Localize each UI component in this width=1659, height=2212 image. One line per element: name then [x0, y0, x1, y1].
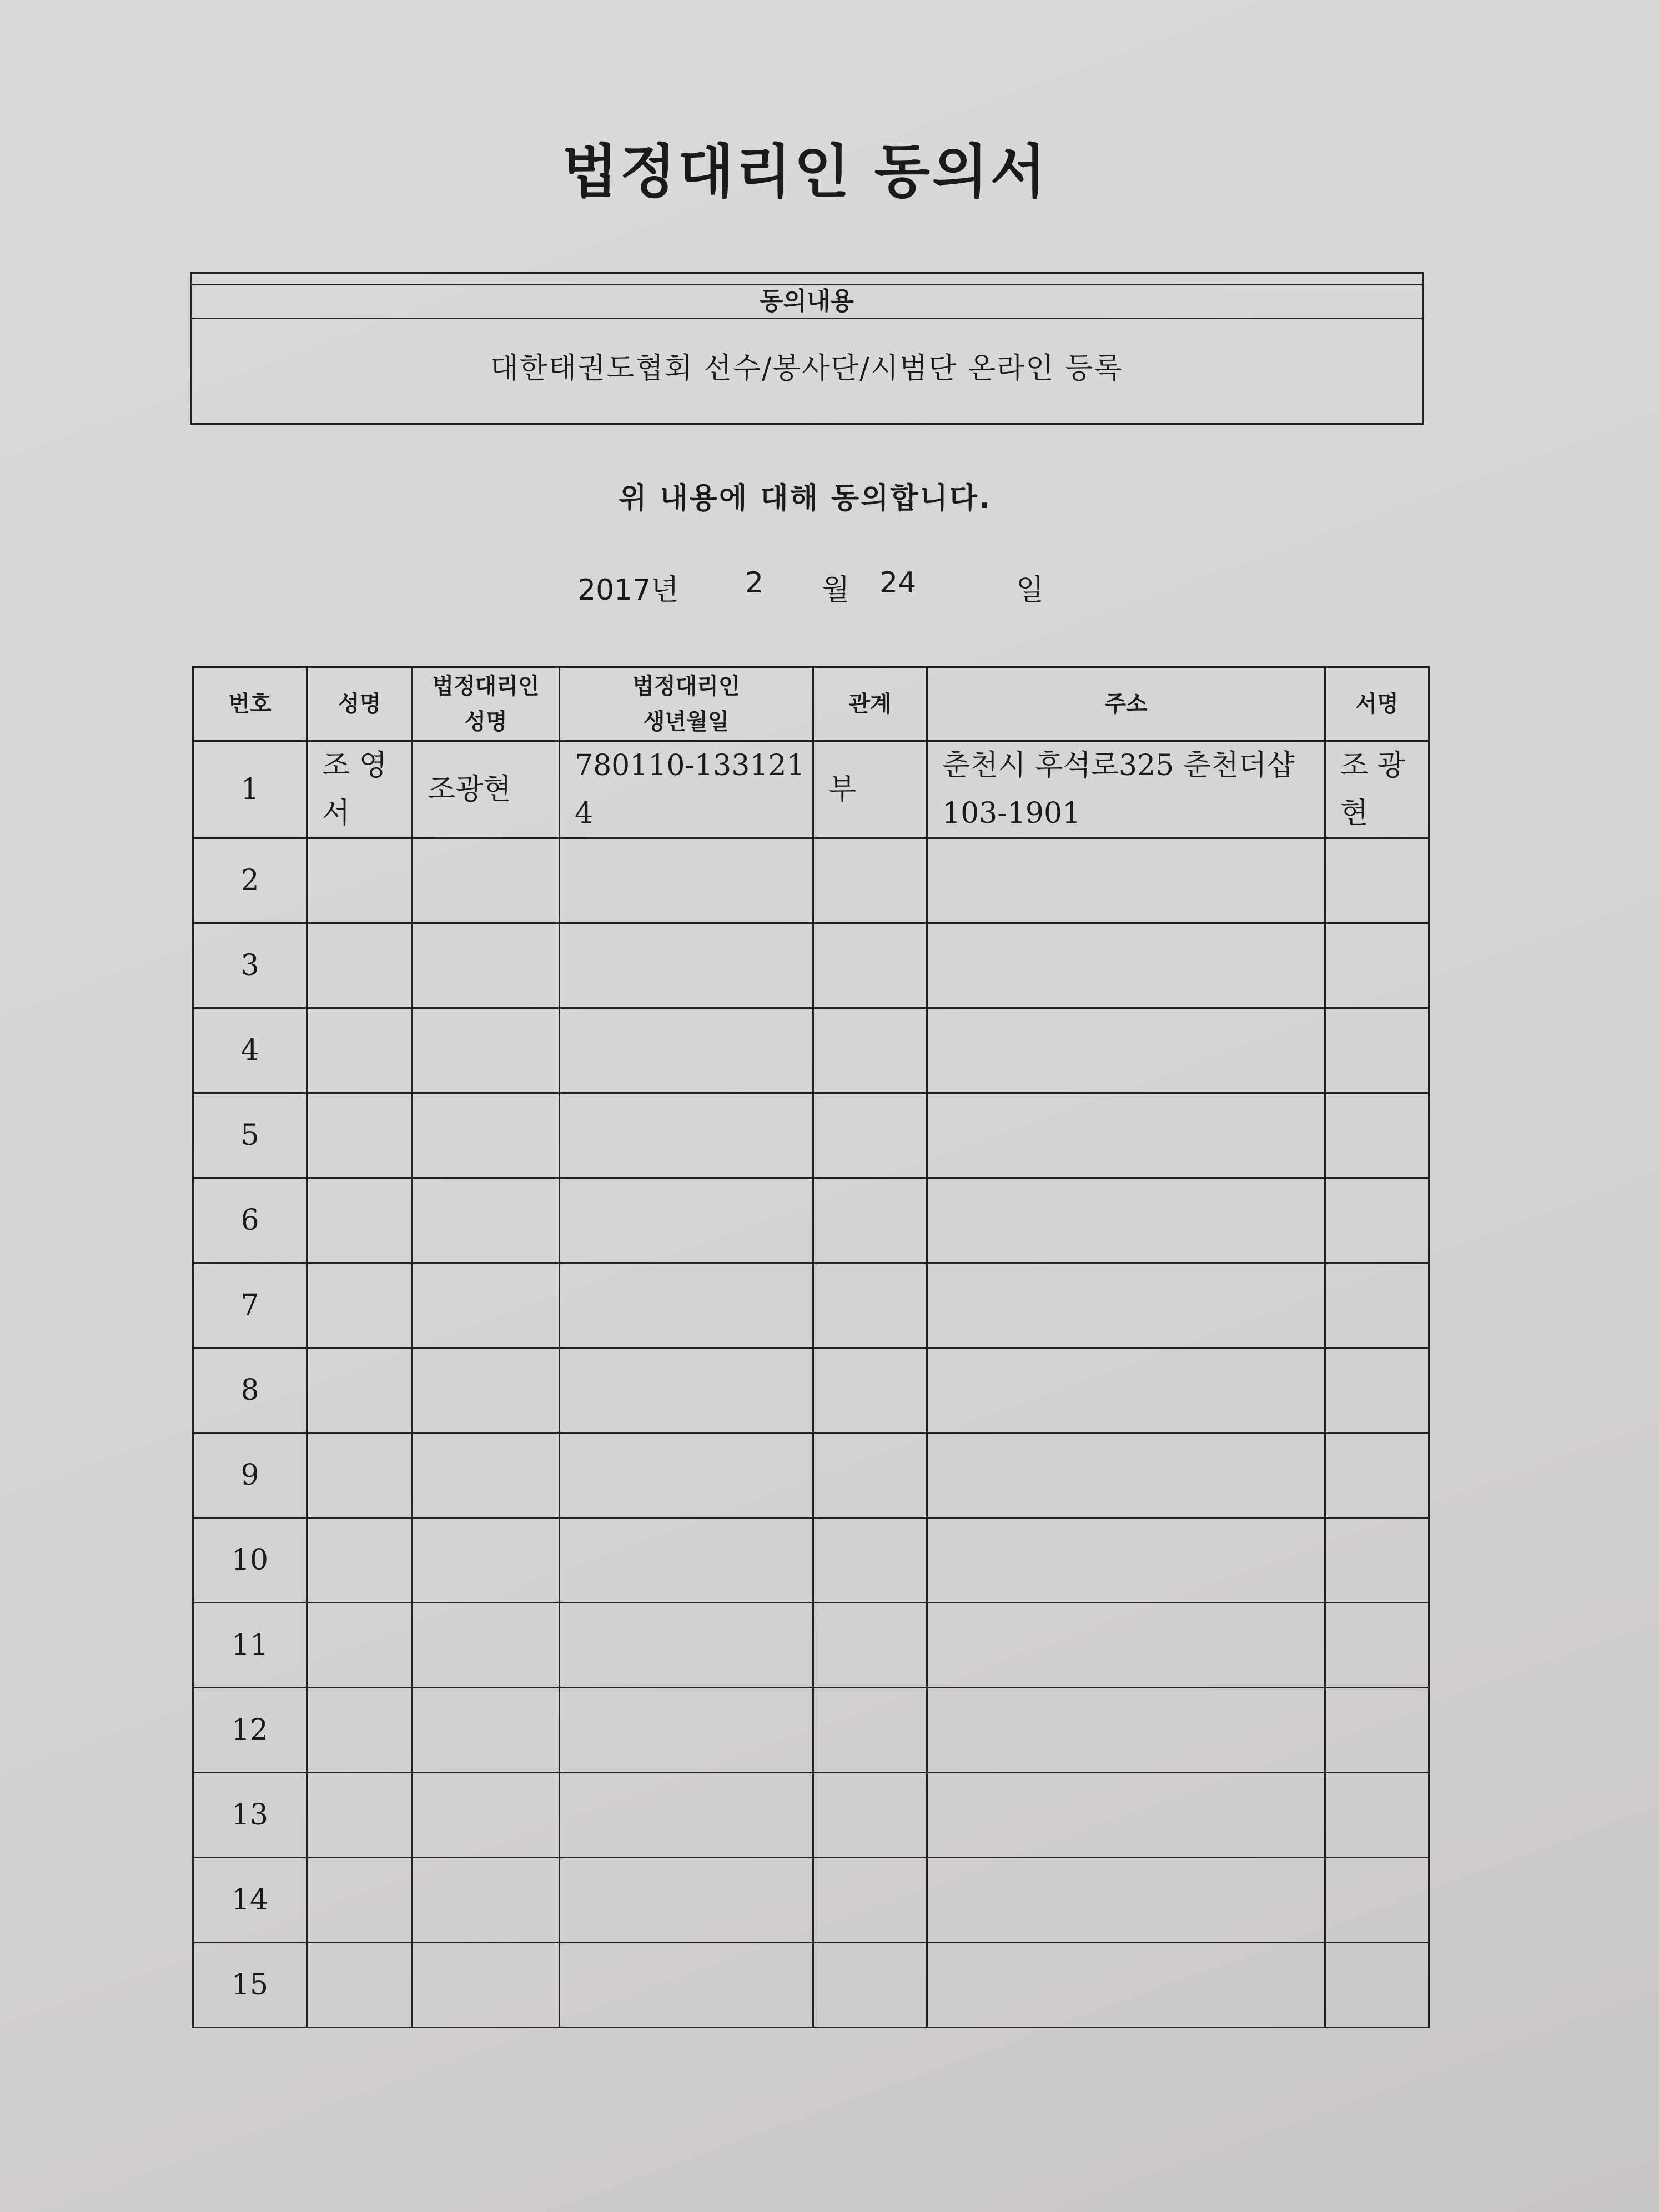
address-cell[interactable] [927, 1858, 1325, 1943]
name-cell[interactable] [307, 923, 413, 1008]
relation-cell[interactable] [813, 1348, 927, 1433]
consent-heading: 동의내용 [192, 284, 1422, 319]
relation-cell[interactable] [813, 1773, 927, 1858]
guardian-name-cell[interactable] [413, 1773, 560, 1858]
name-cell[interactable] [307, 1433, 413, 1518]
row-number: 8 [193, 1348, 307, 1433]
guardian-name-cell[interactable] [413, 1093, 560, 1178]
signature-cell[interactable] [1325, 1433, 1429, 1518]
signature-cell[interactable] [1325, 1093, 1429, 1178]
row-number: 4 [193, 1008, 307, 1093]
header-name: 성명 [307, 667, 413, 741]
row-number: 9 [193, 1433, 307, 1518]
birthdate-cell[interactable] [560, 1858, 813, 1943]
row-number: 7 [193, 1263, 307, 1348]
date-month-label: 월 [822, 574, 850, 607]
birthdate-cell[interactable] [560, 1263, 813, 1348]
relation-cell[interactable] [813, 1008, 927, 1093]
name-cell[interactable] [307, 1348, 413, 1433]
name-cell[interactable] [307, 838, 413, 923]
date-day-label: 일 [1016, 574, 1044, 607]
birthdate-cell[interactable] [560, 1008, 813, 1093]
guardian-name-cell[interactable] [413, 1518, 560, 1603]
name-cell[interactable] [307, 1603, 413, 1688]
relation-cell[interactable] [813, 1093, 927, 1178]
birthdate-cell[interactable] [560, 1773, 813, 1858]
signature-cell[interactable] [1325, 1518, 1429, 1603]
table-row [193, 1773, 1429, 1858]
birthdate-cell[interactable] [560, 1178, 813, 1263]
signature-cell[interactable] [1325, 1773, 1429, 1858]
table-row [193, 838, 1429, 923]
address-cell[interactable] [927, 1688, 1325, 1773]
name-cell[interactable] [307, 1093, 413, 1178]
birthdate-cell[interactable] [560, 1433, 813, 1518]
relation-cell[interactable] [813, 1518, 927, 1603]
address-cell[interactable] [927, 1008, 1325, 1093]
relation-cell[interactable] [813, 838, 927, 923]
relation-cell[interactable] [813, 1688, 927, 1773]
table-row [193, 1603, 1429, 1688]
name-cell[interactable] [307, 1858, 413, 1943]
signature-cell[interactable] [1325, 1008, 1429, 1093]
address-cell[interactable] [927, 1773, 1325, 1858]
row-number: 1 [193, 741, 307, 838]
guardian-name-cell[interactable] [413, 923, 560, 1008]
row-number: 5 [193, 1093, 307, 1178]
relation-cell[interactable] [813, 1263, 927, 1348]
address-cell[interactable] [927, 838, 1325, 923]
name-cell[interactable] [307, 1688, 413, 1773]
signature-cell[interactable] [1325, 1603, 1429, 1688]
birthdate-cell[interactable] [560, 1603, 813, 1688]
address-cell[interactable] [927, 1943, 1325, 2028]
table-row [193, 1263, 1429, 1348]
relation-cell[interactable] [813, 1858, 927, 1943]
row-number: 15 [193, 1943, 307, 2028]
guardian-name-cell[interactable] [413, 838, 560, 923]
consent-body: 대한태권도협회 선수/봉사단/시범단 온라인 등록 [490, 352, 1123, 385]
date-year: 2017년 [577, 574, 679, 607]
table-row [193, 1518, 1429, 1603]
table-row [193, 741, 1429, 838]
relation-cell[interactable] [813, 923, 927, 1008]
header-relation: 관계 [813, 667, 927, 741]
birthdate-cell: 780110-133121 4 [560, 741, 813, 838]
relation-cell[interactable] [813, 1433, 927, 1518]
guardian-table [192, 666, 1430, 2028]
guardian-name-cell: 조광현 [413, 741, 560, 838]
row-number: 2 [193, 838, 307, 923]
relation-cell[interactable] [813, 1603, 927, 1688]
table-row [193, 1433, 1429, 1518]
row-number: 14 [193, 1858, 307, 1943]
guardian-name-cell[interactable] [413, 1178, 560, 1263]
signature-cell[interactable] [1325, 1688, 1429, 1773]
address-cell[interactable] [927, 1263, 1325, 1348]
table-row [193, 1858, 1429, 1943]
signature-cell[interactable] [1325, 838, 1429, 923]
signature-cell[interactable] [1325, 1858, 1429, 1943]
table-row [193, 1093, 1429, 1178]
signature-cell[interactable] [1325, 1178, 1429, 1263]
date-month-value: 2 [745, 566, 764, 600]
birthdate-cell[interactable] [560, 923, 813, 1008]
signature-cell[interactable] [1325, 1943, 1429, 2028]
row-number: 3 [193, 923, 307, 1008]
name-cell[interactable] [307, 1943, 413, 2028]
birthdate-cell[interactable] [560, 838, 813, 923]
guardian-name-cell[interactable] [413, 1943, 560, 2028]
guardian-name-cell[interactable] [413, 1603, 560, 1688]
agreement-statement: 위 내용에 대해 동의합니다. [619, 482, 992, 515]
consent-box [190, 272, 1424, 425]
guardian-name-cell[interactable] [413, 1858, 560, 1943]
address-cell[interactable] [927, 923, 1325, 1008]
signature-cell[interactable] [1325, 923, 1429, 1008]
birthdate-cell[interactable] [560, 1348, 813, 1433]
row-number: 11 [193, 1603, 307, 1688]
header-address: 주소 [927, 667, 1325, 741]
address-cell[interactable] [927, 1603, 1325, 1688]
table-row [193, 1008, 1429, 1093]
table-row [193, 1943, 1429, 2028]
address-cell[interactable] [927, 1518, 1325, 1603]
table-header-row [193, 667, 1429, 741]
guardian-name-cell[interactable] [413, 1348, 560, 1433]
row-number: 12 [193, 1688, 307, 1773]
signature-cell[interactable] [1325, 1348, 1429, 1433]
header-number: 번호 [193, 667, 307, 741]
relation-cell[interactable] [813, 1943, 927, 2028]
name-cell[interactable] [307, 1773, 413, 1858]
name-cell[interactable] [307, 1518, 413, 1603]
address-cell[interactable] [927, 1093, 1325, 1178]
address-cell: 춘천시 후석로325 춘천더샵 103-1901 [927, 741, 1325, 838]
address-cell[interactable] [927, 1348, 1325, 1433]
signature-cell: 조 광 현 [1325, 741, 1429, 838]
table-row [193, 1178, 1429, 1263]
header-guardian-birthdate: 법정대리인 생년월일 [560, 667, 813, 741]
row-number: 6 [193, 1178, 307, 1263]
address-cell[interactable] [927, 1178, 1325, 1263]
birthdate-cell[interactable] [560, 1518, 813, 1603]
name-cell[interactable] [307, 1263, 413, 1348]
date-day-value: 24 [879, 566, 917, 600]
header-guardian-name: 법정대리인 성명 [413, 667, 560, 741]
name-cell[interactable] [307, 1178, 413, 1263]
header-signature: 서명 [1325, 667, 1429, 741]
signature-cell[interactable] [1325, 1263, 1429, 1348]
birthdate-cell[interactable] [560, 1093, 813, 1178]
table-row [193, 1688, 1429, 1773]
guardian-name-cell[interactable] [413, 1433, 560, 1518]
table-row [193, 1348, 1429, 1433]
birthdate-cell[interactable] [560, 1688, 813, 1773]
relation-cell[interactable] [813, 1178, 927, 1263]
birthdate-cell[interactable] [560, 1943, 813, 2028]
address-cell[interactable] [927, 1433, 1325, 1518]
row-number: 10 [193, 1518, 307, 1603]
row-number: 13 [193, 1773, 307, 1858]
guardian-name-cell[interactable] [413, 1008, 560, 1093]
document-title: 법정대리인 동의서 [562, 138, 1048, 205]
guardian-name-cell[interactable] [413, 1263, 560, 1348]
table-row [193, 923, 1429, 1008]
name-cell: 조 영 서 [307, 741, 413, 838]
guardian-name-cell[interactable] [413, 1688, 560, 1773]
name-cell[interactable] [307, 1008, 413, 1093]
relation-cell: 부 [813, 741, 927, 838]
